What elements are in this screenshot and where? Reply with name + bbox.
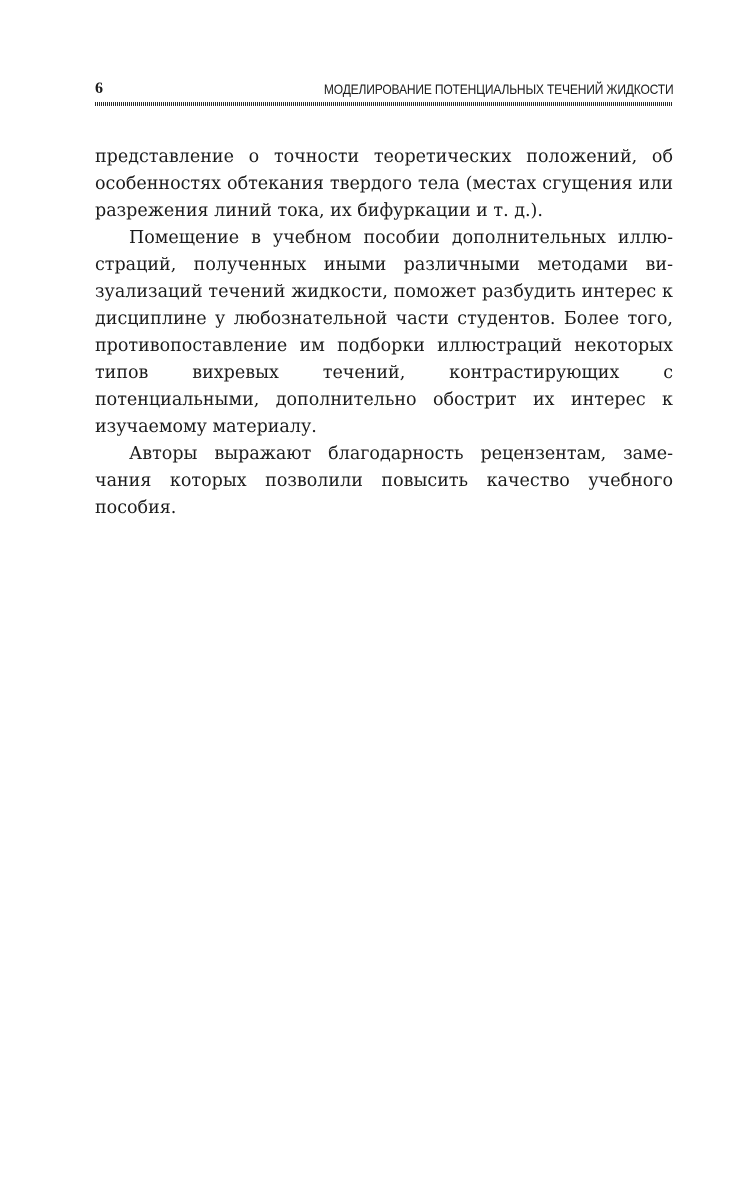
paragraph-acknowledgements: Авторы выражают благодарность рецензентам, замечания которых позволили повысить качество учебного пособия. bbox=[95, 444, 673, 518]
page-number: 6 bbox=[95, 80, 103, 97]
header-divider bbox=[95, 102, 673, 106]
running-title: МОДЕЛИРОВАНИЕ ПОТЕНЦИАЛЬНЫХ ТЕЧЕНИЙ ЖИДКОСТИ bbox=[323, 81, 673, 97]
paragraph-illustrations: Помещение в учебном пособии дополнительных иллюстраций, полученных иными различными методами визуализаций течений жидкости, поможет разбудить интерес к дисциплине у любознательной части студентов. Более того, противопоставление им подборки иллюстраций некоторых типов вихревых течений, контрастирующих с потенциальными, дополнительно обострит их интерес к изучаемому материалу. bbox=[95, 228, 673, 437]
paragraph-continued: представление о точности теоретических положений, об особенностях обтекания твердого тела (местах сгущения или разрежения линий тока, их бифуркации и т. д.). bbox=[95, 147, 673, 221]
page-header bbox=[95, 79, 673, 99]
body-text bbox=[95, 144, 673, 522]
